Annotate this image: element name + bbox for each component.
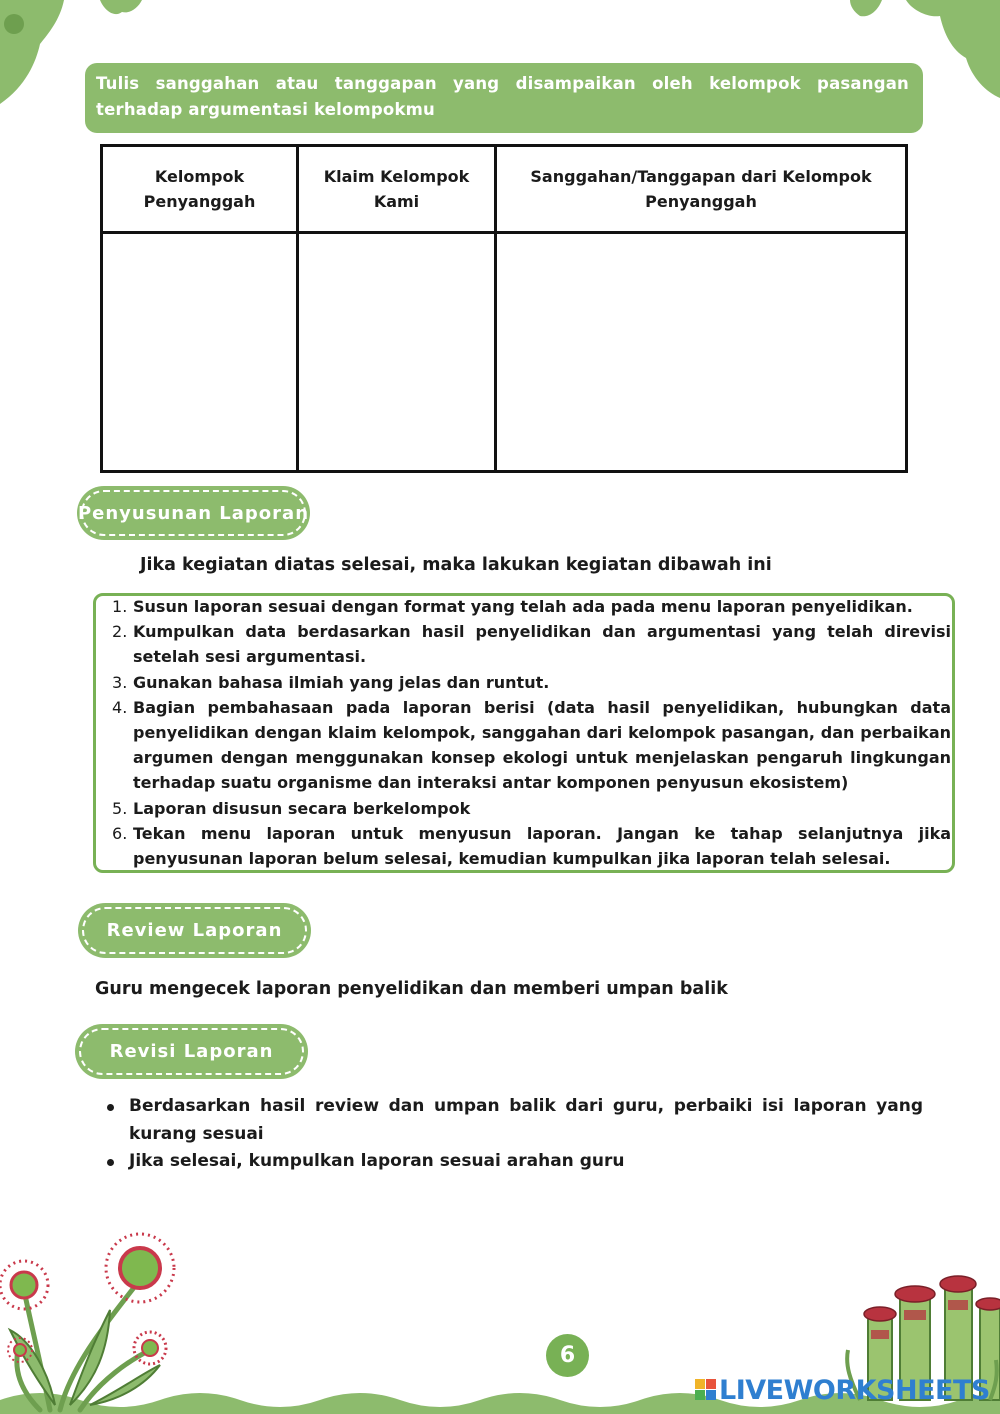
list-item: Gunakan bahasa ilmiah yang jelas dan runtut. [133, 672, 550, 692]
section-pill-review: Review Laporan [78, 903, 311, 958]
review-text: Guru mengecek laporan penyelidikan dan memberi umpan balik [95, 979, 728, 999]
revisi-bullets [102, 1093, 923, 1176]
header-kelompok-penyanggah: Kelompok Penyanggah [102, 146, 298, 233]
argument-table [100, 144, 908, 473]
cell-sanggahan[interactable] [496, 233, 907, 472]
liveworksheets-brand [695, 1373, 990, 1407]
list-item: Susun laporan sesuai dengan format yang telah ada pada menu laporan penyelidikan. [133, 597, 913, 616]
liveworksheets-logo-icon [695, 1377, 717, 1403]
header-sanggahan: Sanggahan/Tanggapan dari Kelompok Penyanggah [496, 146, 907, 233]
page-number: 6 [546, 1334, 589, 1377]
cell-kelompok-penyanggah[interactable] [102, 233, 298, 472]
steps-box [93, 593, 955, 873]
list-item: Kumpulkan data berdasarkan hasil penyelidikan dan argumentasi yang telah direvisi setelah sesi argumentasi. [133, 622, 951, 667]
list-item: Jika selesai, kumpulkan laporan sesuai arahan guru [102, 1148, 923, 1176]
steps-list [108, 594, 951, 871]
penyusunan-intro: Jika kegiatan diatas selesai, maka lakukan kegiatan dibawah ini [140, 555, 772, 575]
section-pill-penyusunan: Penyusunan Laporan [77, 486, 310, 540]
cell-klaim-kelompok[interactable] [298, 233, 496, 472]
list-item: Bagian pembahasaan pada laporan berisi (data hasil penyelidikan, hubungkan data penyelidikan dengan klaim kelompok, sanggahan dari kelompok pasangan, dan perbaikan argumen dengan menggunakan konsep ekologi untuk menjelaskan pengaruh lingkungan terhadap suatu organisme dan interaksi antar komponen penyusun ekosistem) [133, 697, 951, 793]
instruction-banner: Tulis sanggahan atau tanggapan yang disampaikan oleh kelompok pasangan terhadap argumentasi kelompokmu [85, 63, 923, 133]
section-pill-revisi: Revisi Laporan [75, 1024, 308, 1079]
brand-text: LIVEWORKSHEETS [719, 1374, 990, 1406]
header-klaim-kelompok: Klaim Kelompok Kami [298, 146, 496, 233]
list-item: Berdasarkan hasil review dan umpan balik dari guru, perbaiki isi laporan yang kurang sesuai [102, 1093, 923, 1148]
list-item: Tekan menu laporan untuk menyusun laporan. Jangan ke tahap selanjutnya jika penyusunan laporan belum selesai, kemudian kumpulkan jika laporan telah selesai. [133, 823, 951, 869]
table-row [102, 233, 907, 472]
list-item: Laporan disusun secara berkelompok [133, 798, 471, 818]
